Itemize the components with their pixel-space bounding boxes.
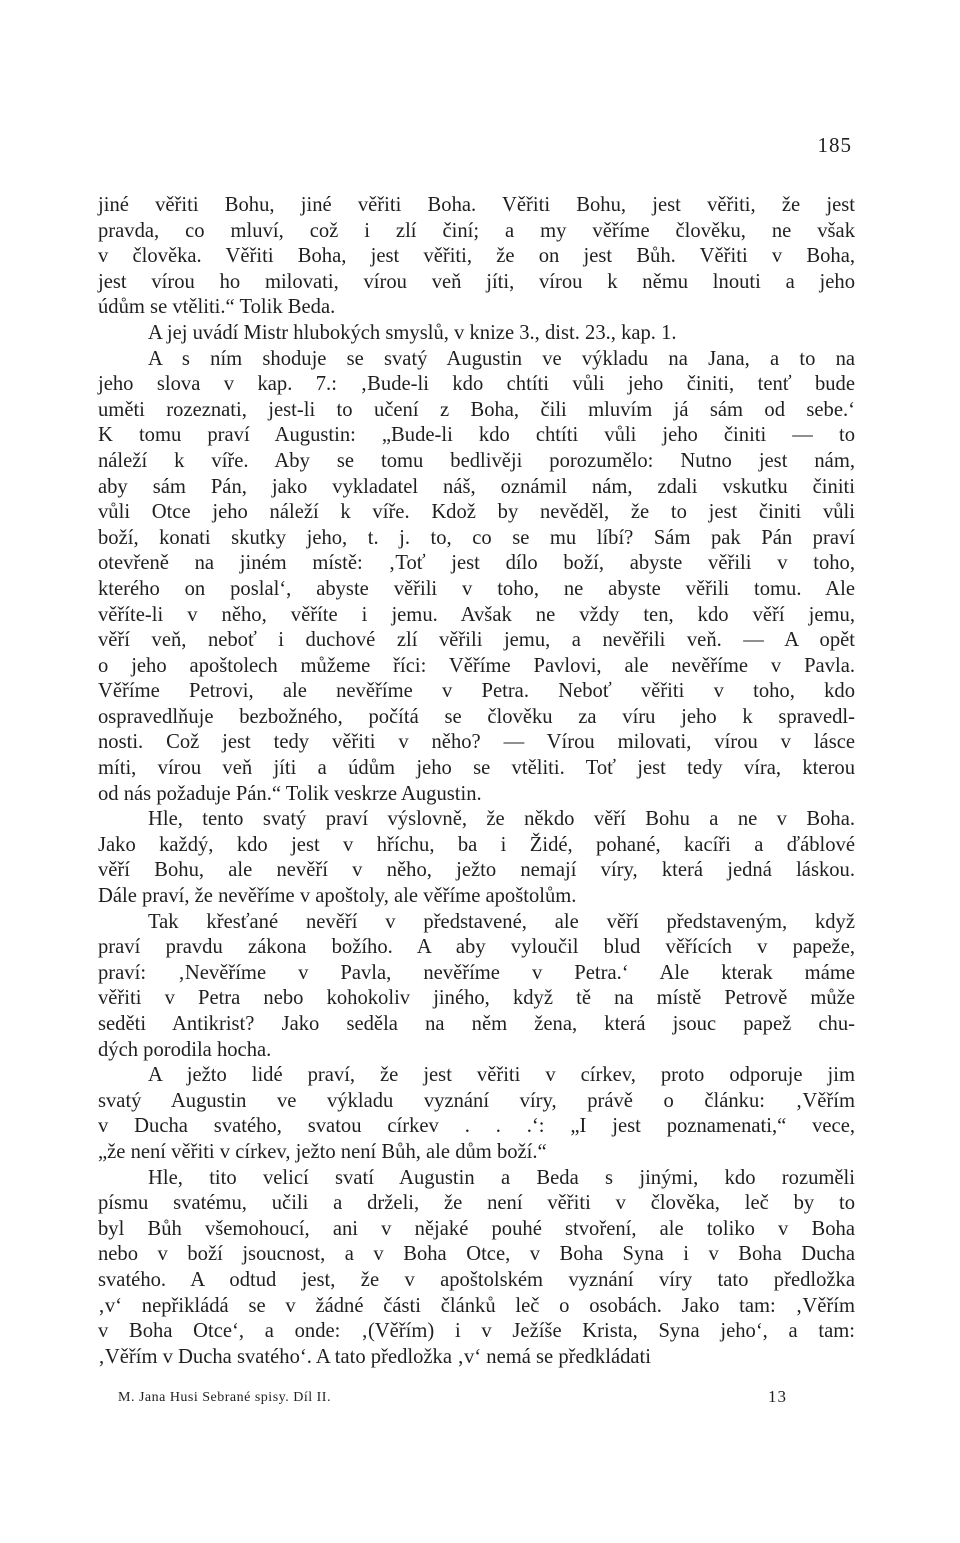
footer-source: M. Jana Husi Sebrané spisy. Díl II.	[118, 1390, 331, 1405]
text-line: Dále praví, že nevěříme v apoštoly, ale věříme apoštolům.	[98, 885, 577, 908]
text-line: písmu svatému, učili a drželi, že není věřiti v člověka, leč by to	[98, 1192, 855, 1215]
paragraph	[98, 807, 855, 909]
text-line: v Boha Otce‘, a onde: ‚(Věřím) i v Ježíše Krista, Syna jeho‘, a tam:	[98, 1320, 855, 1343]
text-line: Věříme Petrovi, ale nevěříme v Petra. Neboť věřiti v toho, kdo	[98, 680, 855, 703]
text-line: věřiti v Petra nebo kohokoliv jiného, když tě na místě Petrově může	[98, 987, 855, 1010]
text-line: Tak křesťané nevěří v představené, ale věří představeným, když	[148, 910, 855, 933]
paragraph	[98, 1063, 855, 1165]
text-line: věří Bohu, ale nevěří v něho, ježto nemají víry, která jedná láskou.	[98, 859, 855, 882]
text-line: o jeho apoštolech můžeme říci: Věříme Pavlovi, ale nevěříme v Pavla.	[98, 654, 855, 677]
text-line: ospravedlňuje bezbožného, počítá se člověku za víru jeho k spravedl-	[98, 705, 855, 728]
text-line: uměti rozeznati, jest-li to učení z Boha, čili mluvím já sám od sebe.‘	[98, 398, 855, 421]
text-line: nosti. Což jest tedy věřiti v něho? — Vírou milovati, vírou v lásce	[98, 731, 855, 754]
text-line: v člověka. Věřiti Boha, jest věřiti, že on jest Bůh. Věřiti v Boha,	[98, 245, 855, 268]
text-line: praví pravdu zákona božího. A aby vyloučil blud věřících v papeže,	[98, 936, 855, 959]
text-line: aby sám Pán, jako vykladatel náš, oznámil nám, zdali vskutku činiti	[98, 475, 855, 498]
text-line: jiné věřiti Bohu, jiné věřiti Boha. Věřiti Bohu, jest věřiti, že jest	[98, 194, 855, 216]
text-line: Hle, tito velicí svatí Augustin a Beda s jinými, kdo rozuměli	[148, 1166, 855, 1189]
text-line: ‚v‘ nepřikládá se v žádné části článků leč o osobách. Jako tam: ‚Věřím	[98, 1294, 855, 1317]
paragraph	[98, 910, 855, 1064]
paragraph	[98, 193, 855, 321]
text-line: dých porodila hocha.	[98, 1038, 272, 1061]
text-line: K tomu praví Augustin: „Bude-li kdo chtíti vůli jeho činiti — to	[98, 424, 855, 447]
text-line: byl Bůh všemohoucí, ani v nějaké pouhé stvoření, ale toliko v Boha	[98, 1217, 855, 1240]
text-line: údům se vtěliti.“ Tolik Beda.	[98, 296, 336, 319]
text-line: otevřeně na jiném místě: ‚Toť jest dílo boží, abyste věřili v toho,	[98, 552, 855, 575]
paragraph	[98, 321, 855, 347]
text-line: Jako každý, kdo jest v hříchu, ba i Židé, pohané, kacíři a ďáblové	[98, 833, 855, 856]
text-line: nebo v boží jsoucnost, a v Boha Otce, v Boha Syna i v Boha Ducha	[98, 1243, 855, 1266]
text-line: pravda, co mluví, což i zlí činí; a my věříme člověku, ne však	[98, 219, 855, 242]
text-line: v Ducha svatého, svatou církev . . .‘: „I jest poznamenati,“ vece,	[98, 1115, 855, 1138]
text-line: praví: ‚Nevěříme v Pavla, nevěříme v Petra.‘ Ale kterak máme	[98, 961, 855, 984]
text-line: A jej uvádí Mistr hlubokých smyslů, v knize 3., dist. 23., kap. 1.	[148, 321, 677, 344]
text-line: míti, vírou veň jíti a údům jeho se vtěliti. Toť jest tedy víra, kterou	[98, 757, 855, 780]
text-line: „že není věřiti v církev, ježto není Bůh, ale dům boží.“	[98, 1140, 547, 1163]
text-line: svatý Augustin ve výkladu vyznání víry, právě o článku: ‚Věřím	[98, 1089, 855, 1112]
text-line: vůli Otce jeho náleží k víře. Kdož by nevěděl, že to jest činiti vůli	[98, 501, 855, 524]
text-line: jeho slova v kap. 7.: ‚Bude-li kdo chtíti vůli jeho činiti, tenť bude	[98, 373, 855, 396]
text-line: A ježto lidé praví, že jest věřiti v církev, proto odporuje jim	[148, 1064, 855, 1087]
text-line: kteréhο on poslal‘, abyste věřili v toho, ne abyste věřili tomu. Ale	[98, 577, 855, 600]
text-line: jest vírou ho milovati, vírou veň jíti, vírou k němu lnouti a jeho	[98, 270, 855, 293]
body-text	[98, 193, 855, 1370]
text-line: svatého. A odtud jest, že v apoštolském vyznání víry tato předložka	[98, 1268, 855, 1291]
text-line: Hle, tento svatý praví výslovně, že někdo věří Bohu a ne v Boha.	[148, 808, 855, 831]
paragraph	[98, 1166, 855, 1371]
text-line: boží, konati skutky jeho, t. j. to, co se mu líbí? Sám pak Pán praví	[98, 526, 855, 549]
text-line: náleží k víře. Aby se tomu bedlivěji porozumělo: Nutno jest nám,	[98, 449, 855, 472]
page-number: 185	[817, 133, 852, 157]
text-line: seděti Antikrist? Jako seděla na něm žena, která jsouc papež chu-	[98, 1013, 855, 1035]
printer-signature: 13	[768, 1387, 787, 1406]
text-line: věříte-li v něho, věříte i jemu. Avšak ne vždy ten, kdo věří jemu,	[98, 603, 855, 626]
paragraph	[98, 347, 855, 808]
text-line: A s ním shoduje se svatý Augustin ve výkladu na Jana, a to na	[148, 347, 855, 370]
text-line: ‚Věřím v Ducha svatého‘. A tato předložka ‚v‘ nemá se předkládati	[98, 1345, 651, 1368]
text-line: věří veň, neboť i duchové zlí věřili jemu, a nevěřili veň. — A opět	[98, 629, 855, 652]
text-line: od nás požaduje Pán.“ Tolik veskrze Augustin.	[98, 782, 482, 805]
